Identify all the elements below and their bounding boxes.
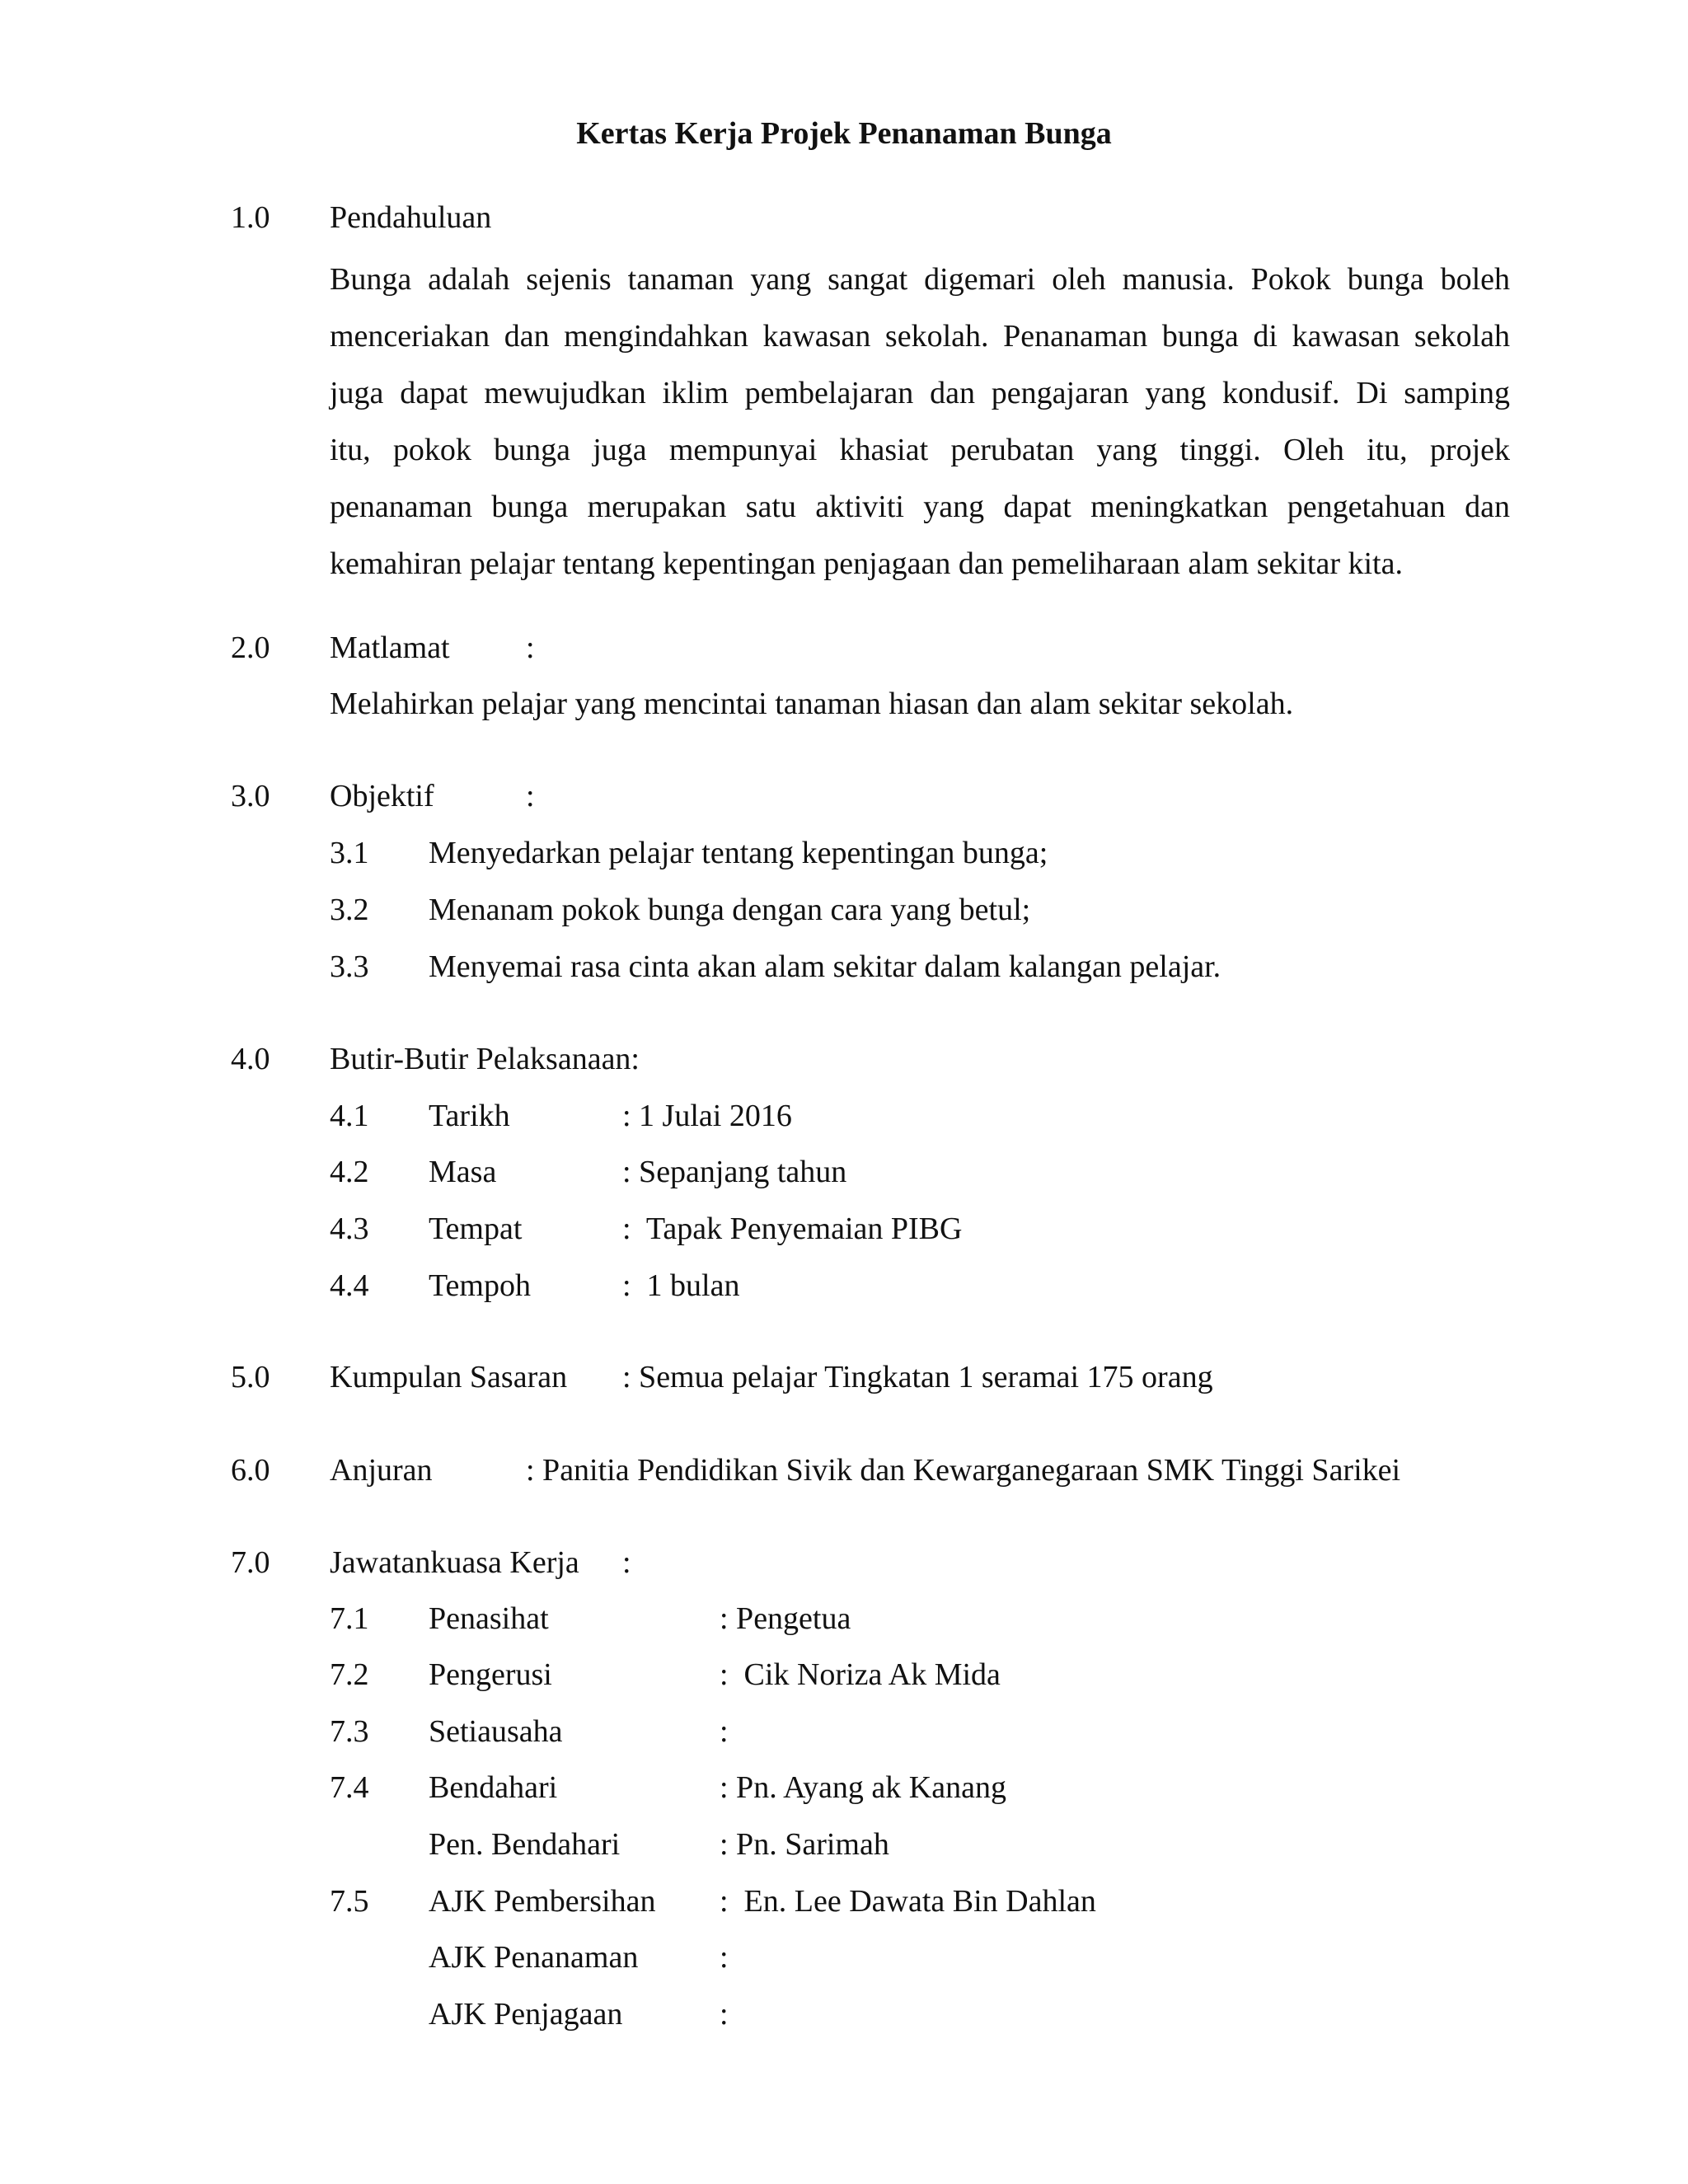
item-text: Menanam pokok bunga dengan cara yang betul; — [429, 893, 1031, 927]
section-number: 3.0 — [231, 779, 270, 813]
paragraph-line: menceriakan dan mengindahkan kawasan sekolah. Penanaman bunga di kawasan sekolah — [330, 319, 1510, 354]
item-number: 4.2 — [330, 1155, 369, 1189]
paragraph-line: penanaman bunga merupakan satu aktiviti yang dapat meningkatkan pengetahuan dan — [330, 490, 1510, 524]
item-text: Menyemai rasa cinta akan alam sekitar dalam kalangan pelajar. — [429, 949, 1221, 984]
section-heading: Anjuran — [330, 1453, 433, 1488]
item-label: Bendahari — [429, 1770, 558, 1805]
item-text: Menyedarkan pelajar tentang kepentingan bunga; — [429, 836, 1048, 870]
section-heading: Kumpulan Sasaran — [330, 1360, 568, 1394]
item-number: 7.5 — [330, 1884, 369, 1919]
item-number: 4.1 — [330, 1099, 369, 1133]
item-number: 3.2 — [330, 893, 369, 927]
item-number: 4.3 — [330, 1212, 369, 1246]
item-value: : — [720, 1997, 729, 2032]
paragraph-line: itu, pokok bunga juga mempunyai khasiat perubatan yang tinggi. Oleh itu, projek — [330, 433, 1510, 467]
item-value: : Pengetua — [720, 1601, 851, 1636]
item-number: 7.3 — [330, 1714, 369, 1749]
section-number: 5.0 — [231, 1360, 270, 1394]
item-value: : — [720, 1940, 729, 1975]
section-number: 2.0 — [231, 630, 270, 665]
item-label: Penasihat — [429, 1601, 549, 1636]
section-number: 6.0 — [231, 1453, 270, 1488]
section-colon: : — [622, 1545, 631, 1580]
item-value: : — [720, 1714, 729, 1749]
item-number: 7.4 — [330, 1770, 369, 1805]
item-label: Setiausaha — [429, 1714, 563, 1749]
item-number: 7.2 — [330, 1657, 369, 1692]
section-heading: Butir-Butir Pelaksanaan: — [330, 1042, 640, 1076]
item-value: : 1 Julai 2016 — [622, 1099, 792, 1133]
item-number: 3.1 — [330, 836, 369, 870]
section-colon: : — [526, 779, 535, 813]
section-colon: : — [526, 630, 535, 665]
section-heading: Pendahuluan — [330, 200, 492, 235]
item-label: Pen. Bendahari — [429, 1827, 621, 1862]
item-value: : Sepanjang tahun — [622, 1155, 847, 1189]
item-value: : Pn. Sarimah — [720, 1827, 889, 1862]
item-value: : Cik Noriza Ak Mida — [720, 1657, 1001, 1692]
section-value: : Semua pelajar Tingkatan 1 seramai 175 orang — [622, 1360, 1213, 1394]
item-value: : 1 bulan — [622, 1268, 740, 1303]
section-number: 7.0 — [231, 1545, 270, 1580]
paragraph-line: kemahiran pelajar tentang kepentingan penjagaan dan pemeliharaan alam sekitar kita. — [330, 546, 1403, 581]
section-text: Melahirkan pelajar yang mencintai tanaman hiasan dan alam sekitar sekolah. — [330, 687, 1294, 721]
paragraph-line: Bunga adalah sejenis tanaman yang sangat digemari oleh manusia. Pokok bunga boleh — [330, 262, 1510, 297]
item-label: Pengerusi — [429, 1657, 552, 1692]
section-heading: Jawatankuasa Kerja — [330, 1545, 579, 1580]
document-title: Kertas Kerja Projek Penanaman Bunga — [576, 116, 1112, 151]
item-label: Tarikh — [429, 1099, 510, 1133]
section-heading: Objektif — [330, 779, 434, 813]
item-label: AJK Penanaman — [429, 1940, 639, 1975]
paragraph-line: juga dapat mewujudkan iklim pembelajaran dan pengajaran yang kondusif. Di samping — [330, 376, 1510, 410]
item-value: : Tapak Penyemaian PIBG — [622, 1212, 963, 1246]
item-label: Masa — [429, 1155, 497, 1189]
section-number: 1.0 — [231, 200, 270, 235]
intro-paragraph — [330, 251, 1510, 593]
item-value: : En. Lee Dawata Bin Dahlan — [720, 1884, 1096, 1919]
item-label: AJK Penjagaan — [429, 1997, 623, 2032]
item-label: Tempat — [429, 1212, 523, 1246]
item-value: : Pn. Ayang ak Kanang — [720, 1770, 1006, 1805]
item-label: Tempoh — [429, 1268, 531, 1303]
item-number: 3.3 — [330, 949, 369, 984]
section-number: 4.0 — [231, 1042, 270, 1076]
item-number: 7.1 — [330, 1601, 369, 1636]
item-label: AJK Pembersihan — [429, 1884, 656, 1919]
item-number: 4.4 — [330, 1268, 369, 1303]
section-value: : Panitia Pendidikan Sivik dan Kewarganegaraan SMK Tinggi Sarikei — [526, 1453, 1401, 1488]
section-heading: Matlamat — [330, 630, 450, 665]
